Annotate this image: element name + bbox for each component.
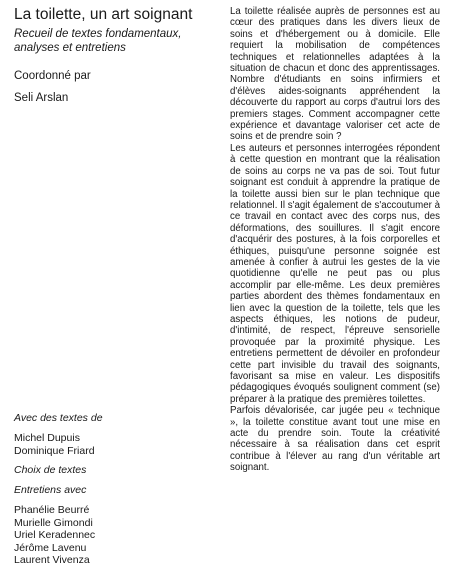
title-block xyxy=(14,6,214,105)
texts-label: Avec des textes de xyxy=(14,412,103,424)
book-title: La toilette, un art soignant xyxy=(14,6,193,23)
choice-label: Choix de textes xyxy=(14,464,87,476)
interviewee: Murielle Gimondi xyxy=(14,516,93,529)
text-author: Michel Dupuis xyxy=(14,432,80,444)
interviewee: Phanélie Beurré xyxy=(14,504,90,516)
body-paragraph: Les auteurs et personnes interrogées répondent à cette question en montrant que la réalisation de soins au corps ne va pas de soi. Tout futur soignant est conduit à apprendre la pratique de la toilette aussi bien sur le plan technique que relationnel. Il s'agit également de s'accoutumer à ce travail en contact avec des corps nus, des déformations, des souillures. Il s'agit encore d'acquérir des postures, à la fois corporelles et éthiques, puisqu'une personne soignée est amenée à confier à autrui les gestes de la vie quotidienne qu'elle ne peut pas ou plus accomplir par elle-même. Les deux premières parties abordent des thèmes fondamentaux en lien avec la question de la toilette, tels que les aspects éthiques, les notions de pudeur, d'intimité, de respect, l'épreuve sensorielle provoquée par la proximité physique. Les entretiens permettent de dévoiler en profondeur cette part invisible du travail des soignants, favorisant sa mise en valeur. Les dispositifs pédagogiques évoqués soulignent comment (se) préparer à la pratique des premières toilettes. xyxy=(230,142,440,405)
interviewee: Laurent Vivenza xyxy=(14,554,90,566)
coordinator-name: Seli Arslan xyxy=(14,92,69,104)
text-author: Dominique Friard xyxy=(14,444,95,457)
body-paragraph: Parfois dévalorisée, car jugée peu « technique », la toilette constitue avant tout une mise en acte du prendre soin. Toute la créativité nécessaire à sa réalisation dans cet esprit contribue à l'élever au rang d'un véritable art soignant. xyxy=(230,405,440,474)
book-subtitle: Recueil de textes fondamentaux, analyses et entretiens xyxy=(14,28,182,54)
body-paragraph: La toilette réalisée auprès de personnes est au cœur des pratiques dans les divers lieux de soins et d'hébergement ou à domicile. Elle requiert la mobilisation de compétences techniques et relationnelles adaptées à la situation de chacun et donc des apprentissages. Nombre d'étudiants en soins infirmiers et d'élèves aides-soignants appréhendent la découverte du rapport au corps d'autrui lors des premiers stages. Comment accompagner cette expérience et davantage valoriser cet acte de soins et de prendre soin ? xyxy=(230,6,440,143)
body-text xyxy=(230,6,440,474)
interviewee: Uriel Keradennec xyxy=(14,529,96,541)
interviewee: Jérôme Lavenu xyxy=(14,541,87,554)
interviews-label: Entretiens avec xyxy=(14,484,87,496)
credits-block xyxy=(14,412,214,567)
coordination-label: Coordonné par xyxy=(14,70,91,82)
